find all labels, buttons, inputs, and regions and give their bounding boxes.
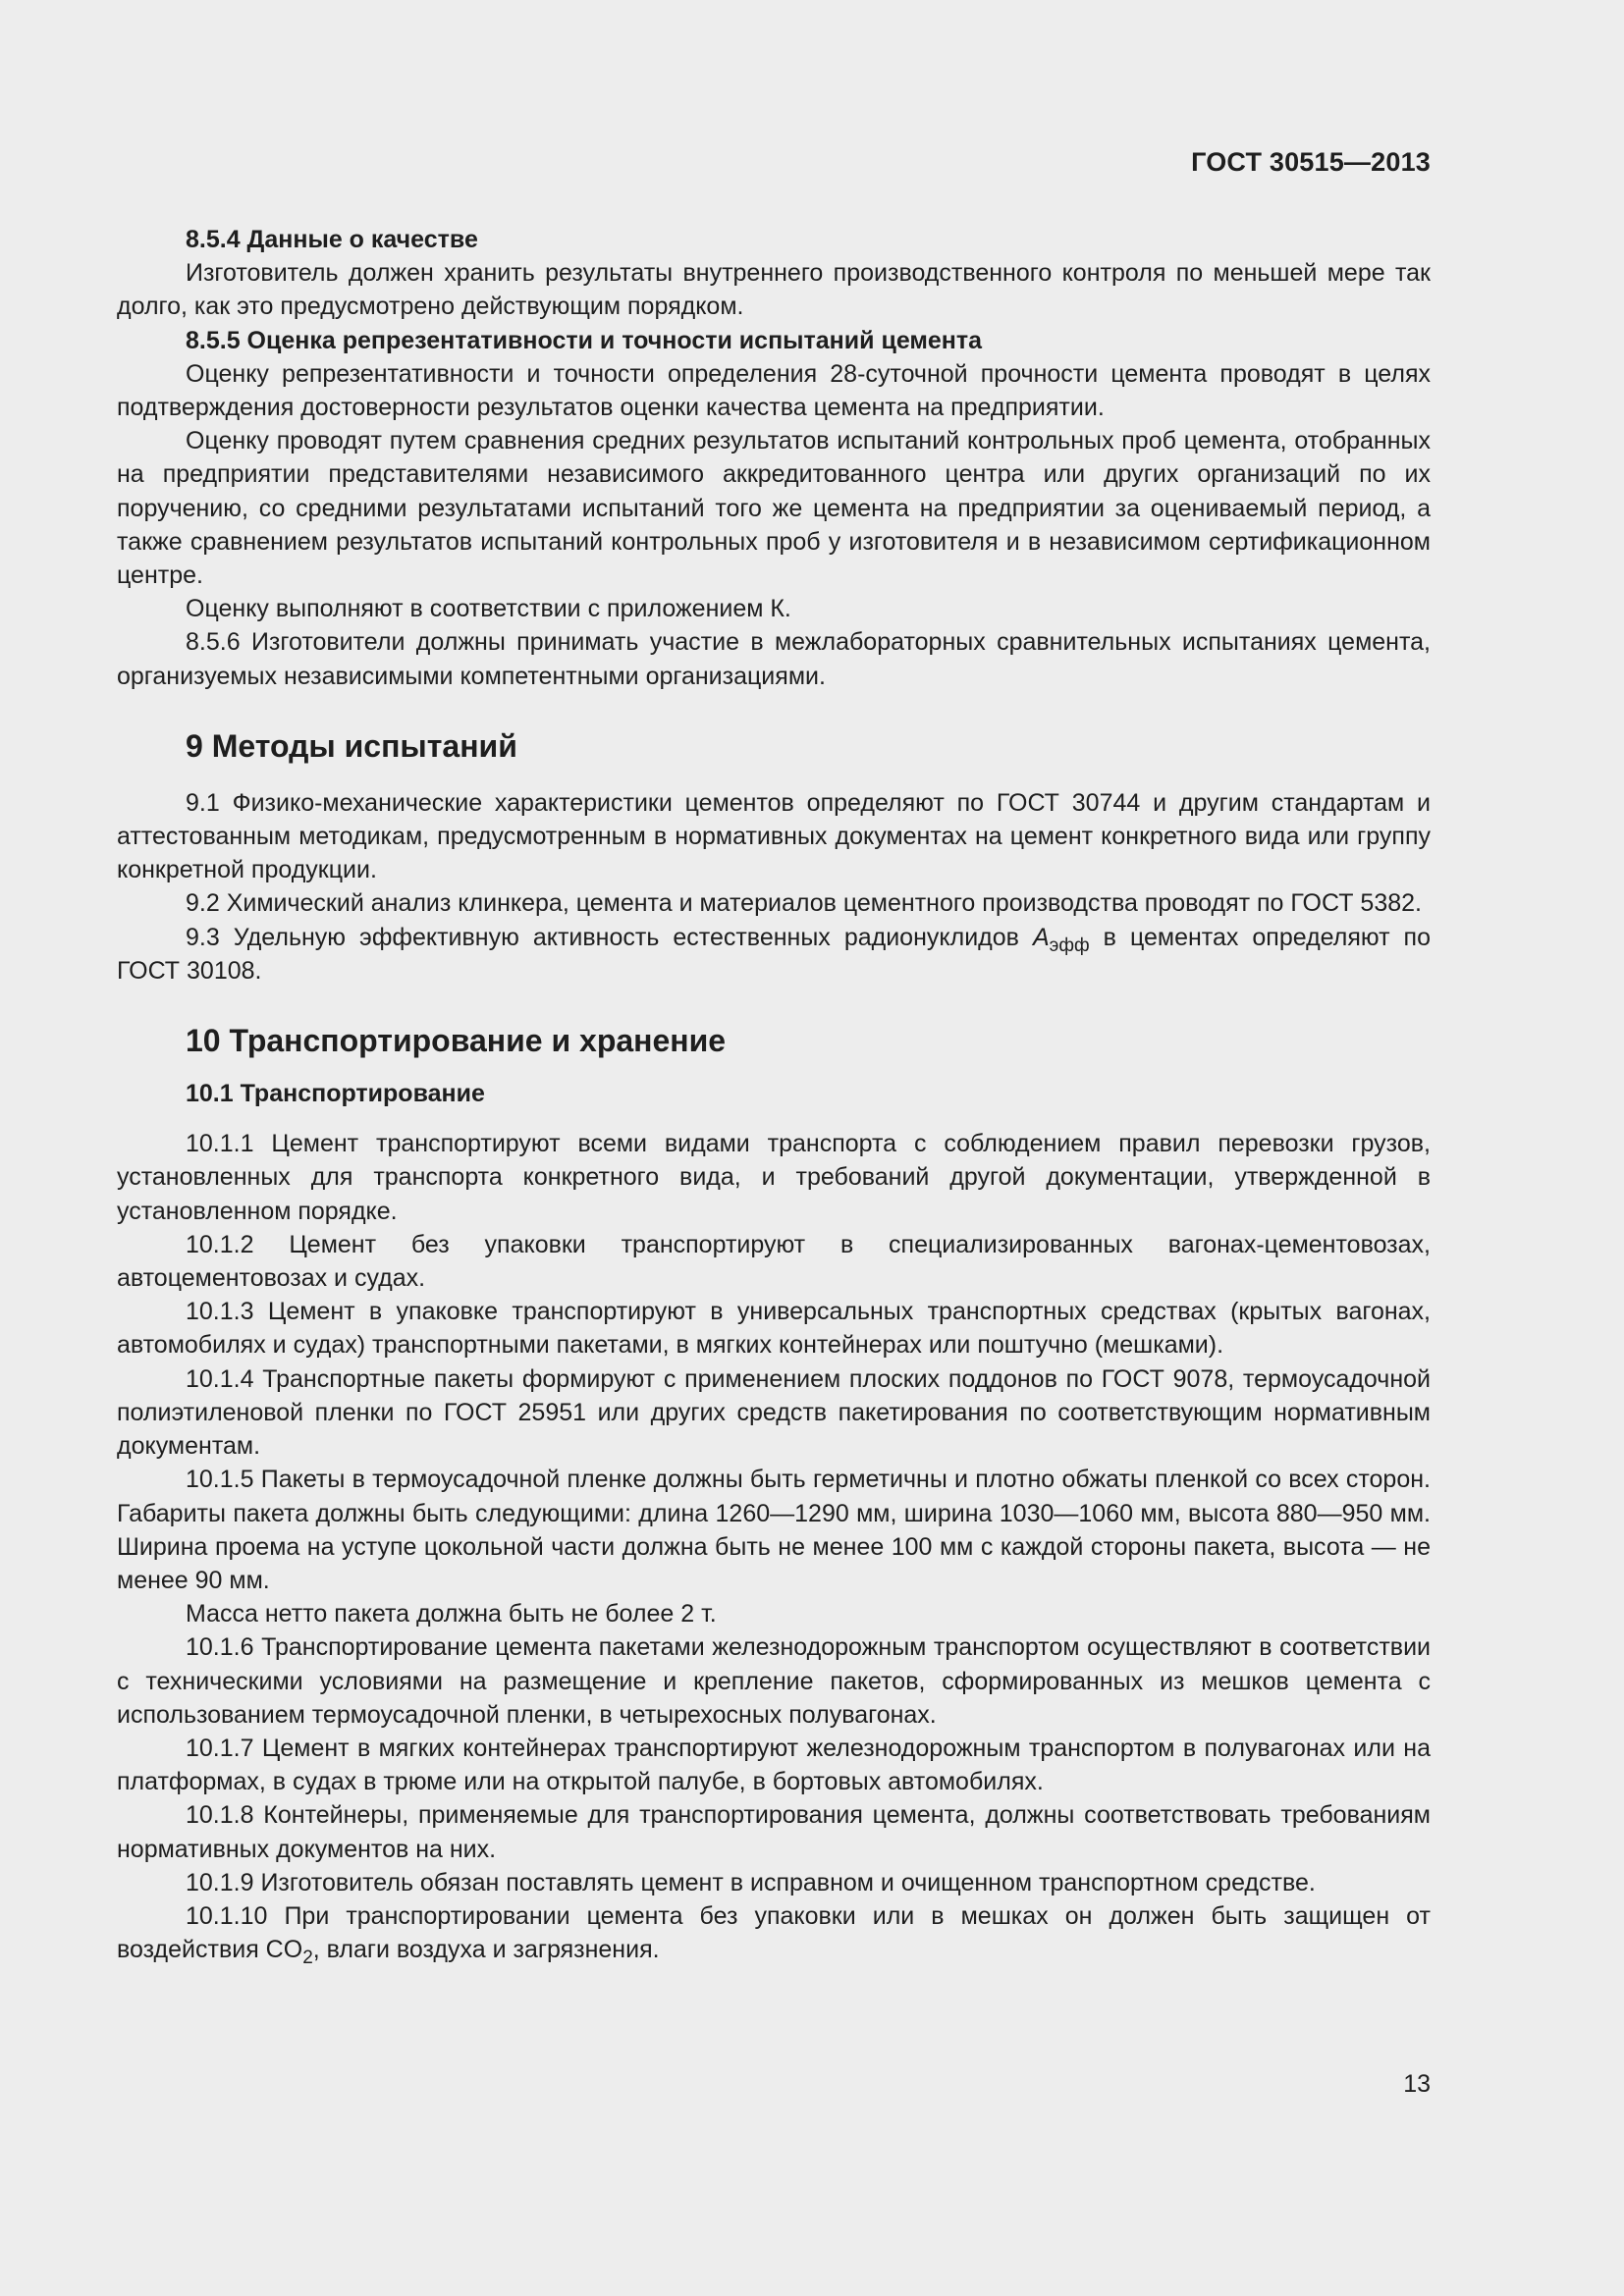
paragraph-10-1-8: 10.1.8 Контейнеры, применяемые для транспортирования цемента, должны соответствовать требованиям нормативных документов на них. xyxy=(117,1801,1431,1863)
paragraph-10-1-1: 10.1.1 Цемент транспортируют всеми видами транспорта с соблюдением правил перевозки грузов, установленных для транспорта конкретного вида, и требований другой документации, утвержденной в установленном порядке. xyxy=(117,1130,1431,1225)
page-number: 13 xyxy=(1403,2070,1431,2098)
paragraph-10-1-10-text: 10.1.10 При транспортировании цемента без упаковки или в мешках он должен быть защищен от воздействия CO xyxy=(117,1901,1431,1964)
subsection-title-8-5-4: 8.5.4 Данные о качестве xyxy=(186,226,478,253)
co2-subscript: 2 xyxy=(302,1948,313,1969)
subsection-title-8-5-5: 8.5.5 Оценка репрезентативности и точности испытаний цемента xyxy=(186,326,983,354)
paragraph-8-5-4: Изготовитель должен хранить результаты внутреннего производственного контроля по меньшей мере так долго, как это предусмотрено действующим порядком. xyxy=(117,259,1431,321)
paragraph-9-3-text: 9.3 Удельную эффективную активность естественных радионуклидов xyxy=(186,923,1033,951)
paragraph-9-2: 9.2 Химический анализ клинкера, цемента и материалов цементного производства проводят по ГОСТ 5382. xyxy=(186,889,1422,918)
paragraph-10-1-5: 10.1.5 Пакеты в термоусадочной пленке должны быть герметичны и плотно обжаты пленкой со всех сторон. Габариты пакета должны быть следующими: длина 1260—1290 мм, ширина 1030—1060 мм, высота 880—950 мм. Ширина проема на уступе цокольной части должна быть не менее 100 мм с каждой стороны пакета, высота — не менее 90 мм. xyxy=(117,1466,1431,1594)
paragraph-10-1-4: 10.1.4 Транспортные пакеты формируют с применением плоских поддонов по ГОСТ 9078, термоусадочной полиэтиленовой пленки по ГОСТ 25951 или других средств пакетирования по соответствующим нормативным документам. xyxy=(117,1364,1431,1461)
subsection-title-10-1: 10.1 Транспортирование xyxy=(186,1080,485,1108)
activity-subscript: эфф xyxy=(1049,934,1090,956)
paragraph-10-1-2: 10.1.2 Цемент без упаковки транспортируют в специализированных вагонах-цементовозах, автоцементовозах и судах. xyxy=(117,1230,1431,1293)
paragraph-9-3 xyxy=(117,921,1431,988)
paragraph-8-5-6: 8.5.6 Изготовители должны принимать участие в межлабораторных сравнительных испытаниях цемента, организуемых независимыми компетентными организациями. xyxy=(117,628,1431,690)
paragraph-8-5-5-b: Оценку проводят путем сравнения средних результатов испытаний контрольных проб цемента, отобранных на предприятии представителями независимого аккредитованного центра или других организаций по их поручению, со средними результатами испытаний того же цемента на предприятии за оцениваемый период, а также сравнением результатов испытаний контрольных проб у изготовителя и в независимом сертификационном центре. xyxy=(117,427,1431,590)
paragraph-8-5-5-c: Оценку выполняют в соответствии с приложением К. xyxy=(186,595,791,623)
paragraph-10-1-7: 10.1.7 Цемент в мягких контейнерах транспортируют железнодорожным транспортом в полувагонах или на платформах, в судах в трюме или на открытой палубе, в бортовых автомобилях. xyxy=(117,1734,1431,1796)
paragraph-10-1-6: 10.1.6 Транспортирование цемента пакетами железнодорожным транспортом осуществляют в соответствии с техническими условиями на размещение и крепление пакетов, сформированных из мешков цемента с использованием термоусадочной пленки, в четырехосных полувагонах. xyxy=(117,1633,1431,1729)
paragraph-10-1-5-mass: Масса нетто пакета должна быть не более 2 т. xyxy=(186,1600,717,1629)
paragraph-10-1-10-text-end: , влаги воздуха и загрязнения. xyxy=(312,1936,660,1964)
section-title-9: 9 Методы испытаний xyxy=(186,727,517,764)
paragraph-10-1-3: 10.1.3 Цемент в упаковке транспортируют в универсальных транспортных средствах (крытых вагонах, автомобилях и судах) транспортными пакетами, в мягких контейнерах или поштучно (мешками). xyxy=(117,1298,1431,1360)
paragraph-9-1: 9.1 Физико-механические характеристики цементов определяют по ГОСТ 30744 и другим стандартам и аттестованным методикам, предусмотренным в нормативных документах на цемент конкретного вида или группу конкретной продукции. xyxy=(117,788,1431,884)
paragraph-10-1-10 xyxy=(117,1899,1431,1969)
paragraph-9-3-text-end: в цементах определяют по ГОСТ 30108. xyxy=(117,923,1431,985)
activity-symbol: A xyxy=(1032,923,1050,951)
document-header: ГОСТ 30515—2013 xyxy=(1191,147,1431,177)
paragraph-10-1-9: 10.1.9 Изготовитель обязан поставлять цемент в исправном и очищенном транспортном средстве. xyxy=(186,1868,1316,1896)
document-body xyxy=(117,223,1431,1969)
section-title-10: 10 Транспортирование и хранение xyxy=(186,1023,727,1059)
document-page xyxy=(117,0,1431,2296)
paragraph-8-5-5-a: Оценку репрезентативности и точности определения 28-суточной прочности цемента проводят в целях подтверждения достоверности результатов оценки качества цемента на предприятии. xyxy=(117,359,1431,422)
